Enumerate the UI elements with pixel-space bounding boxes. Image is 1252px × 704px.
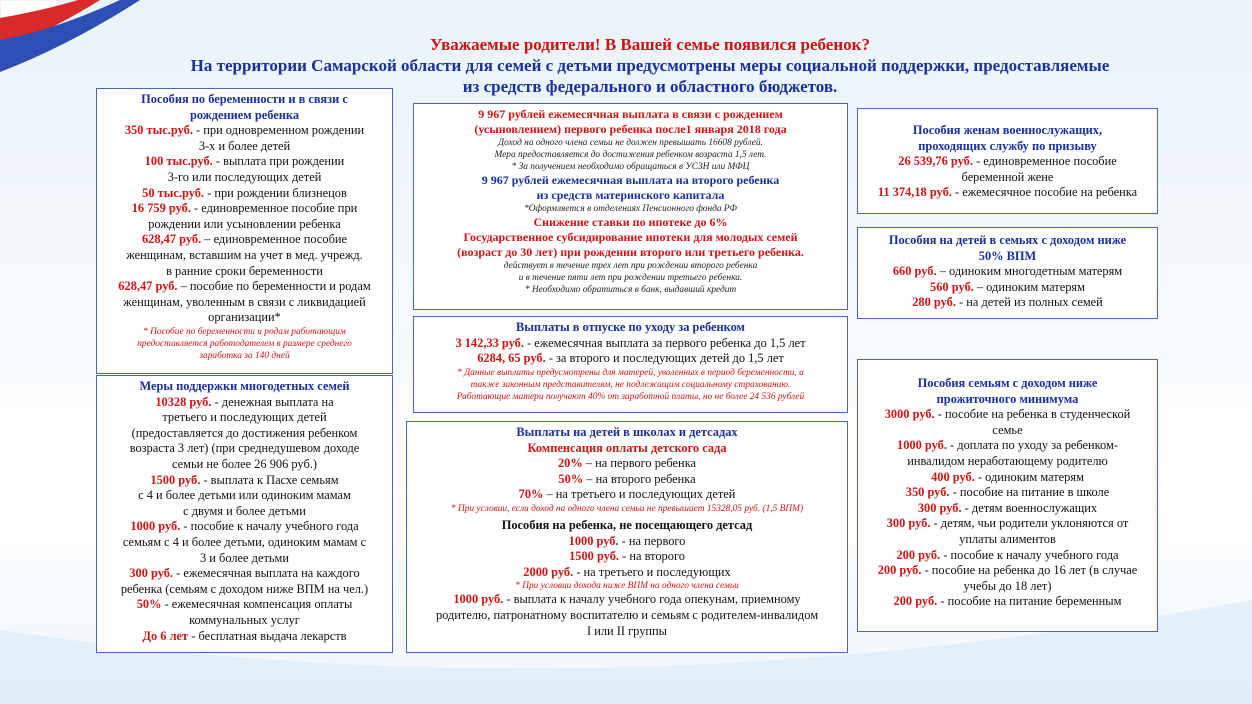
- header-subtitle-line2: из средств федерального и областного бюджетов.: [462, 77, 838, 96]
- item-text: – одиноким многодетным матерям: [936, 264, 1123, 279]
- amount: 11 374,18 руб.: [877, 185, 952, 200]
- item-text: - ежемесячная выплата за первого ребенка до 1,5 лет: [523, 335, 806, 350]
- item-text: уплаты алиментов: [959, 531, 1056, 546]
- item-text: учебы до 18 лет): [963, 578, 1052, 593]
- parental-leave-card: [413, 316, 848, 413]
- low-income-50-card: [857, 227, 1158, 319]
- amount: 6284, 65 руб.: [477, 351, 546, 366]
- item-text: женщинам, уволенным в связи с ликвидацией: [123, 294, 366, 309]
- footnote: * При условии, если доход на одного члена семьи не превышает 15328,05 руб. (1,5 ВПМ): [450, 503, 804, 514]
- item-text: семьи не более 26 906 руб.): [172, 456, 317, 471]
- item-text: - бесплатная выдача лекарств: [188, 628, 347, 643]
- item-text: в ранние сроки беременности: [166, 263, 323, 278]
- card-title: Выплаты на детей в школах и детсадах: [516, 425, 738, 439]
- footnote: также законным представителям, не подлежащим социальному страхованию.: [470, 379, 791, 390]
- subsistence-minimum-card: [857, 359, 1158, 632]
- amount: 200 руб.: [896, 547, 941, 562]
- amount: 400 руб.: [931, 469, 975, 484]
- item-text: - выплата к началу учебного года опекунам, приемному: [503, 592, 801, 607]
- item-text: (предоставляется до достижения ребенком: [131, 425, 358, 440]
- footnote: предоставляется работодателем в размере среднего: [137, 338, 352, 349]
- item-text: - ежемесячное пособие на ребенка: [951, 185, 1138, 200]
- item-text: – на третьего и последующих детей: [543, 487, 736, 502]
- amount: 1500 руб.: [150, 472, 201, 487]
- amount: 350 тыс.руб.: [124, 123, 193, 138]
- item-text: - при рождении близнецов: [204, 185, 347, 200]
- card-title: Выплаты в отпуске по уходу за ребенком: [515, 320, 745, 334]
- item-text: 3-го или последующих детей: [167, 169, 322, 184]
- samara-flag-graphic: [0, 0, 140, 80]
- item-text: - при одновременном рождении: [192, 123, 365, 138]
- amount: 50%: [136, 597, 162, 612]
- payment-heading: (усыновлением) первого ребенка после1 января 2018 года: [474, 122, 787, 136]
- item-text: - на третьего и последующих: [573, 564, 731, 579]
- amount: До 6 лет: [142, 628, 189, 643]
- footnote: * Пособие по беременности и родам работающим: [143, 326, 346, 337]
- item-text: – на первого ребенка: [582, 456, 697, 471]
- item-text: – одиноким матерям: [973, 279, 1085, 294]
- item-text: I или II группы: [586, 623, 667, 638]
- mortgage-heading: Снижение ставки по ипотеке до 6%: [533, 215, 728, 229]
- note: действует в течение трех лет при рождении второго ребенка: [503, 261, 758, 271]
- amount: 200 руб.: [893, 594, 938, 609]
- item-text: - доплата по уходу за ребенком-: [946, 438, 1118, 453]
- card-title: Меры поддержки многодетных семей: [139, 379, 350, 393]
- amount: 100 тыс.руб.: [144, 154, 213, 169]
- item-text: с двумя и более детьми: [183, 503, 306, 518]
- amount: 200 руб.: [877, 563, 922, 578]
- section-title: Пособия на ребенка, не посещающего детсад: [501, 517, 753, 532]
- amount: 1500 руб.: [569, 549, 620, 564]
- note: * Необходимо обратиться в банк, выдавший кредит: [524, 285, 737, 295]
- amount: 3000 руб.: [884, 407, 935, 422]
- amount: 3 142,33 руб.: [455, 335, 524, 350]
- footnote: Работающие матери получают 40% от заработной платы, но не более 24 536 рублей: [456, 391, 805, 402]
- item-text: - ежемесячная выплата на каждого: [173, 566, 360, 581]
- item-text: – единовременное пособие: [201, 232, 348, 247]
- item-text: семьям с 4 и более детьми, одиноким мамам с: [122, 534, 367, 549]
- card-title: Пособия семьям с доходом ниже: [917, 376, 1098, 390]
- amount: 1000 руб.: [568, 533, 619, 548]
- note: Доход на одного члена семьи не должен превышать 16608 рублей.: [498, 138, 763, 148]
- footnote: заработка за 140 дней: [199, 350, 290, 361]
- amount: 50 тыс.руб.: [142, 185, 205, 200]
- note: * За получением необходимо обращаться в УСЗН или МФЦ: [511, 162, 750, 172]
- amount: 628,47 руб.: [141, 232, 202, 247]
- amount: 280 руб.: [912, 295, 956, 310]
- item-text: - на второго: [619, 549, 685, 564]
- footnote: * При условии дохода ниже ВПМ на одного члена семьи: [515, 581, 739, 592]
- item-text: – пособие по беременности и родам: [177, 279, 371, 294]
- mortgage-heading: Государственное субсидирование ипотеки для молодых семей: [463, 230, 798, 244]
- item-text: семье: [992, 422, 1023, 437]
- item-text: - единовременное пособие: [972, 154, 1117, 169]
- amount: 300 руб.: [917, 500, 962, 515]
- item-text: - пособие к началу учебного года: [940, 547, 1119, 562]
- card-title: проходящих службу по призыву: [918, 138, 1097, 153]
- item-text: - на первого: [618, 533, 686, 548]
- card-title: Пособия на детей в семьях с доходом ниже: [888, 233, 1127, 247]
- item-text: - денежная выплата на: [211, 394, 334, 409]
- item-text: - на детей из полных семей: [955, 295, 1103, 310]
- note: и в течение пяти лет при рождении третьего ребенка.: [518, 273, 743, 283]
- item-text: родителю, патронатному воспитателю и семьям с родителем-инвалидом: [435, 607, 819, 622]
- item-text: - детям, чьи родители уклоняются от: [930, 516, 1129, 531]
- amount: 26 539,76 руб.: [898, 154, 973, 169]
- item-text: третьего и последующих детей: [162, 410, 327, 425]
- header-subtitle-line1: На территории Самарской области для семей с детьми предусмотрены меры социальной поддержки, предоставляемые: [190, 56, 1110, 75]
- item-text: ребенка (семьям с доходом ниже ВПМ на чел.): [120, 581, 369, 596]
- card-title: прожиточного минимума: [936, 391, 1079, 406]
- item-text: 3 и более детьми: [200, 550, 289, 565]
- note: *Оформляется в отделениях Пенсионного фонда РФ: [524, 204, 737, 214]
- card-subtitle: Компенсация оплаты детского сада: [527, 440, 727, 455]
- amount: 628,47 руб.: [118, 279, 178, 294]
- amount: 20%: [557, 456, 583, 471]
- amount: 300 руб.: [129, 566, 174, 581]
- item-text: - за второго и последующих детей до 1,5 лет: [545, 351, 784, 366]
- amount: 16 759 руб.: [131, 201, 191, 216]
- item-text: коммунальных услуг: [189, 612, 300, 627]
- large-family-card: [96, 375, 393, 653]
- item-text: - пособие к началу учебного года: [180, 519, 359, 534]
- amount: 350 руб.: [905, 485, 950, 500]
- amount: 1000 руб.: [453, 592, 504, 607]
- item-text: - выплата к Пасхе семьям: [200, 472, 339, 487]
- item-text: - ежемесячная компенсация оплаты: [161, 597, 353, 612]
- card-title: Пособия по беременности и в связи с: [141, 92, 348, 106]
- amount: 2000 руб.: [523, 564, 574, 579]
- amount: 300 руб.: [886, 516, 931, 531]
- item-text: возраста 3 лет) (при среднедушевом доходе: [129, 441, 360, 456]
- item-text: - пособие на питание в школе: [949, 485, 1110, 500]
- item-text: - пособие на ребенка в студенческой: [934, 407, 1131, 422]
- item-text: - одиноким матерям: [974, 469, 1084, 484]
- amount: 70%: [518, 487, 544, 502]
- amount: 50%: [558, 471, 584, 486]
- item-text: с 4 и более детьми или одиноким мамам: [138, 488, 351, 503]
- note: Мера предоставляется до достижения ребенком возраста 1,5 лет.: [494, 150, 767, 160]
- pregnancy-benefits-card: [96, 88, 393, 374]
- item-text: - выплата при рождении: [212, 154, 345, 169]
- military-wives-card: [857, 108, 1158, 214]
- item-text: рождении или усыновлении ребенка: [148, 216, 341, 231]
- item-text: беременной жене: [961, 169, 1054, 184]
- item-text: - детям военнослужащих: [961, 500, 1098, 515]
- amount: 1000 руб.: [130, 519, 181, 534]
- payment-heading: 9 967 рублей ежемесячная выплата в связи с рождением: [478, 107, 783, 121]
- item-text: инвалидом неработающему родителю: [907, 453, 1108, 468]
- card-title: 50% ВПМ: [978, 248, 1037, 263]
- payment-heading: 9 967 рублей ежемесячная выплата на второго ребенка: [481, 173, 780, 187]
- header-greeting: Уважаемые родители! В Вашей семье появился ребенок?: [430, 35, 870, 54]
- first-child-payment-card: [413, 103, 848, 310]
- amount: 660 руб.: [892, 264, 937, 279]
- item-text: - единовременное пособие при: [190, 201, 358, 216]
- item-text: женщинам, вставшим на учет в мед. учрежд.: [126, 247, 363, 262]
- amount: 10328 руб.: [155, 394, 212, 409]
- item-text: организации*: [208, 310, 281, 325]
- item-text: – на второго ребенка: [583, 471, 696, 486]
- item-text: - пособие на питание беременным: [937, 594, 1122, 609]
- item-text: - пособие на ребенка до 16 лет (в случае: [921, 563, 1138, 578]
- card-title: Пособия женам военнослужащих,: [912, 123, 1103, 137]
- schools-kindergarten-card: [406, 421, 848, 653]
- amount: 560 руб.: [930, 279, 974, 294]
- card-title: рождением ребенка: [189, 107, 300, 122]
- mortgage-heading: (возраст до 30 лет) при рождении второго или третьего ребенка.: [457, 245, 804, 259]
- amount: 1000 руб.: [897, 438, 947, 453]
- payment-heading: из средств материнского капитала: [536, 188, 725, 202]
- footnote: * Данные выплаты предусмотрены для матерей, уволенных в период беременности, а: [457, 367, 804, 378]
- item-text: 3-х и более детей: [198, 138, 291, 153]
